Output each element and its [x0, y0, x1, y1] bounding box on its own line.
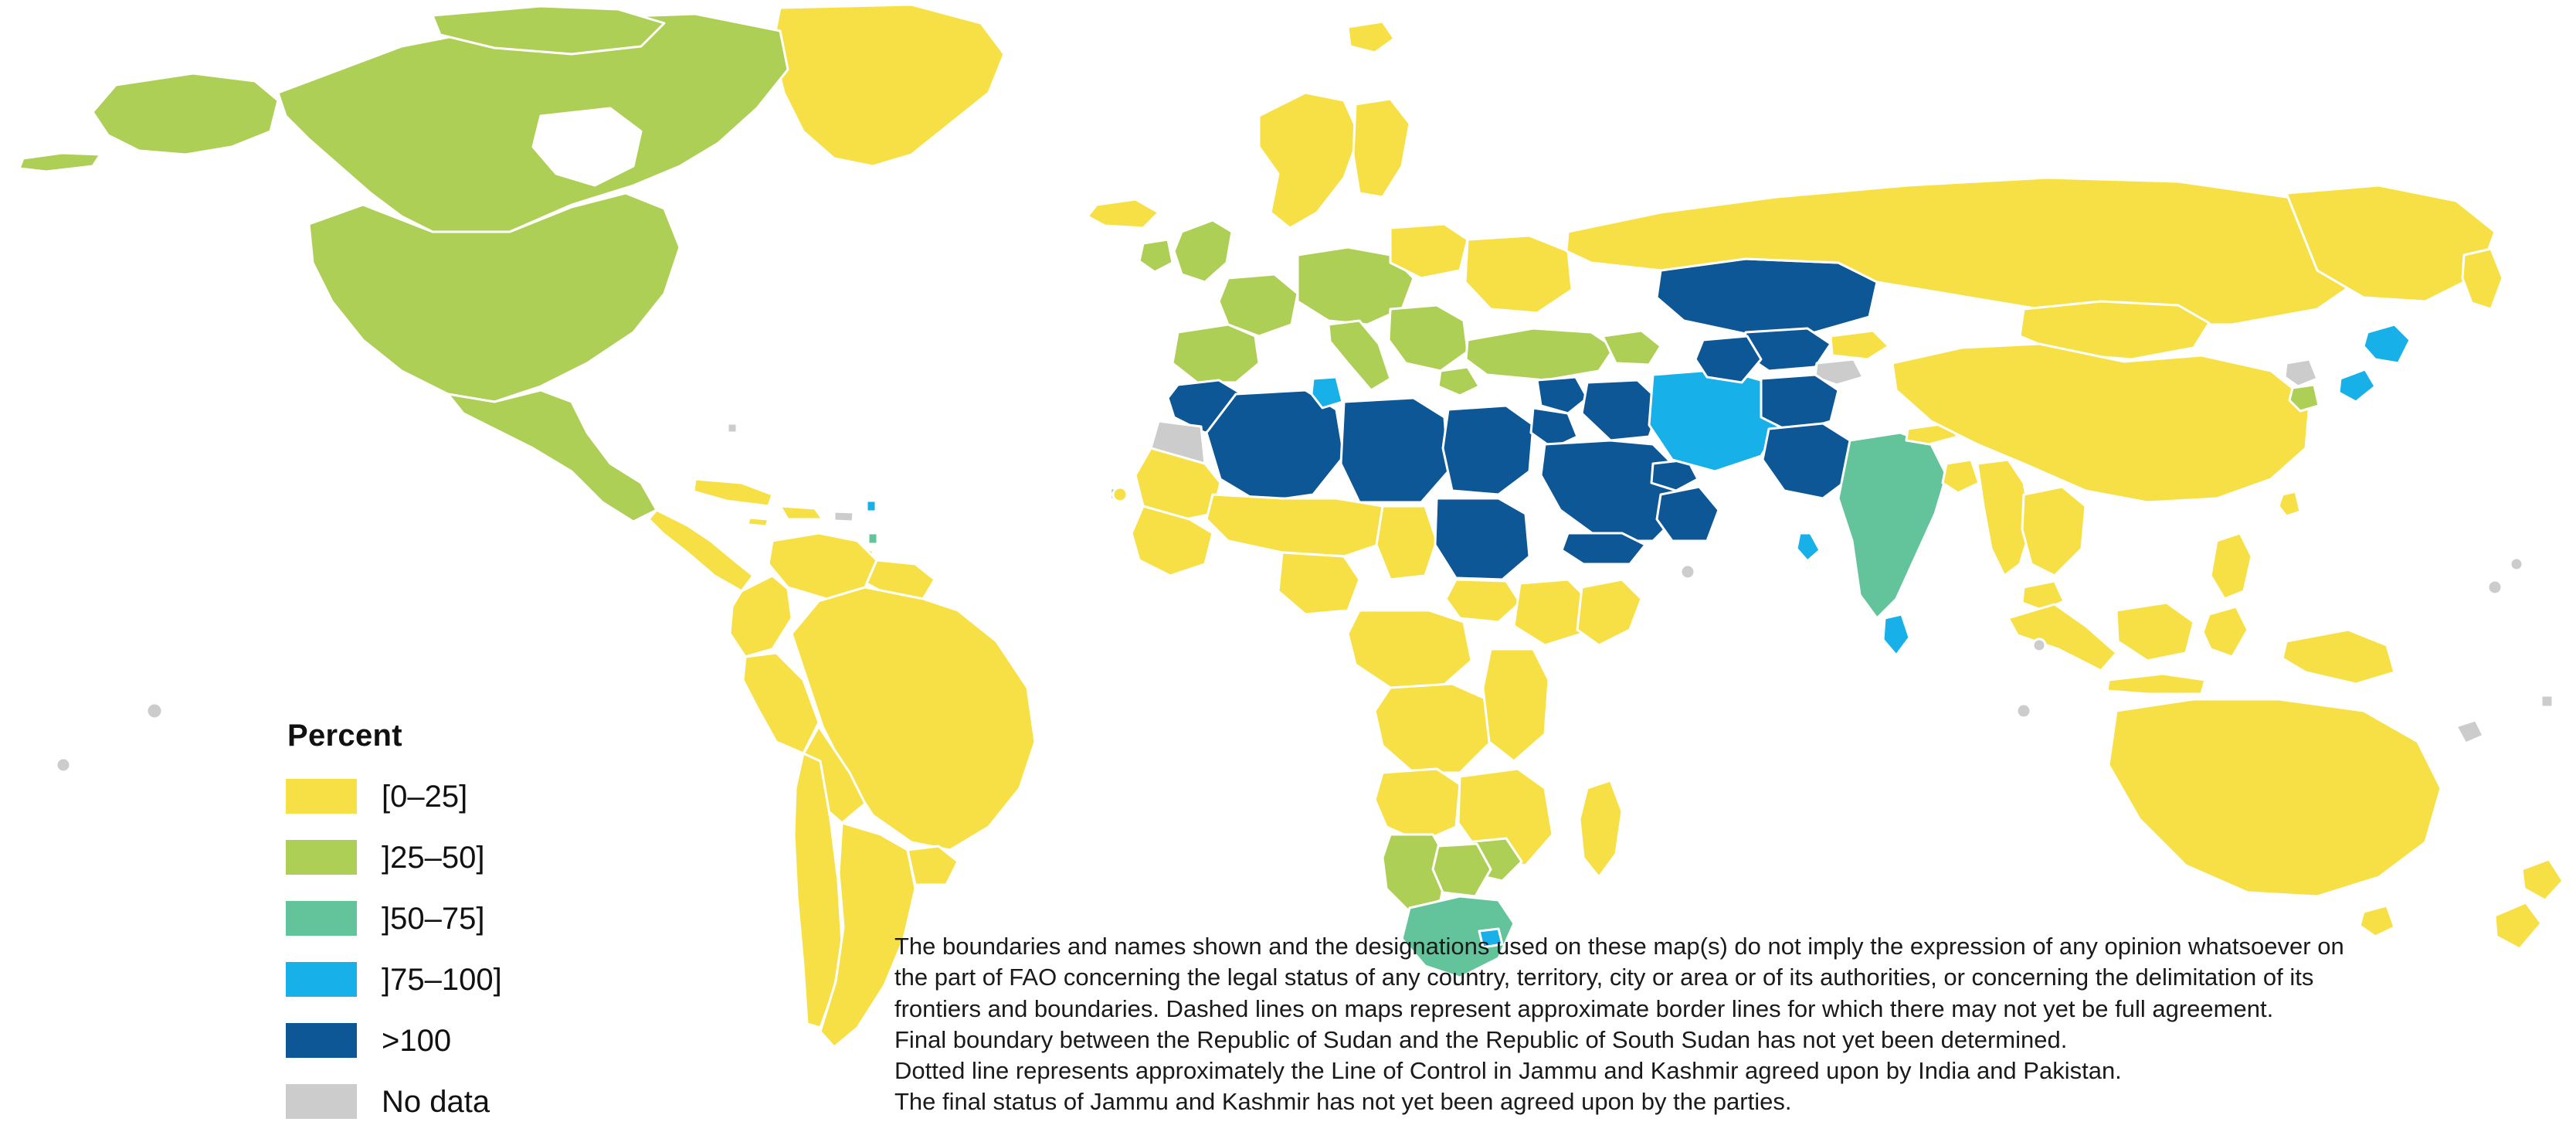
- disclaimer-line-2: frontiers and boundaries. Dashed lines on maps represent approximate border lines for which there may not yet be full agreement.: [894, 994, 2274, 1022]
- legend-label-0: [0–25]: [382, 779, 468, 814]
- region-puerto-rico: [834, 512, 854, 522]
- legend-item-1[interactable]: [286, 827, 618, 888]
- legend-item-3[interactable]: [286, 949, 618, 1010]
- region-chad: [1376, 506, 1437, 580]
- island-marker-6: [2510, 558, 2523, 570]
- island-marker-2: [56, 758, 70, 772]
- map-disclaimer: [894, 931, 2509, 1118]
- disclaimer-line-5: The final status of Jammu and Kashmir has not yet been agreed upon by the parties.: [894, 1088, 1792, 1116]
- island-marker-4: [2017, 704, 2031, 718]
- disclaimer-line-0: The boundaries and names shown and the designations used on these map(s) do not imply the expression of any opinion whatsoever on: [894, 933, 2344, 960]
- legend-swatch-4: [286, 1023, 357, 1058]
- region-sudan: [1435, 498, 1529, 580]
- region-libya: [1341, 398, 1448, 502]
- region-turkey: [1466, 328, 1614, 380]
- region-lesser-antilles-2: [868, 533, 877, 544]
- region-fiji: [2541, 695, 2553, 707]
- legend-label-1: ]25–50]: [382, 840, 485, 875]
- island-marker-7: [2033, 639, 2045, 651]
- legend-item-4[interactable]: [286, 1010, 618, 1071]
- legend-swatch-3: [286, 962, 357, 997]
- legend-label-4: >100: [382, 1023, 452, 1058]
- disclaimer-line-4: Dotted line represents approximately the Line of Control in Jammu and Kashmir agreed upon by India and Pakistan.: [894, 1057, 2122, 1085]
- legend-label-3: ]75–100]: [382, 962, 502, 997]
- disclaimer-line-1: the part of FAO concerning the legal status of any country, territory, city or area or of its authorities, or concerning the delimitation of its: [894, 964, 2314, 991]
- legend-swatch-1: [286, 840, 357, 875]
- legend-label-5: No data: [382, 1084, 490, 1119]
- island-marker-3: [1681, 565, 1695, 579]
- region-kazakhstan: [1657, 259, 1877, 334]
- legend-item-0[interactable]: [286, 766, 618, 827]
- legend-swatch-2: [286, 901, 357, 936]
- island-marker-8: [1113, 488, 1127, 501]
- legend-item-5[interactable]: [286, 1071, 618, 1132]
- legend-label-2: ]50–75]: [382, 901, 485, 936]
- legend-swatch-0: [286, 779, 357, 814]
- legend-swatch-5: [286, 1084, 357, 1119]
- map-legend: [286, 719, 618, 1132]
- region-yemen: [1562, 533, 1645, 564]
- island-marker-1: [147, 703, 162, 719]
- region-bermuda: [728, 423, 737, 433]
- legend-title: Percent: [287, 719, 402, 753]
- disclaimer-line-3: Final boundary between the Republic of Sudan and the Republic of South Sudan has not yet been determined.: [894, 1025, 2068, 1053]
- region-iberia: [1173, 325, 1259, 382]
- region-jamaica: [748, 518, 769, 526]
- region-lesser-antilles-1: [867, 501, 876, 512]
- legend-item-2[interactable]: [286, 888, 618, 949]
- island-marker-5: [2488, 580, 2502, 594]
